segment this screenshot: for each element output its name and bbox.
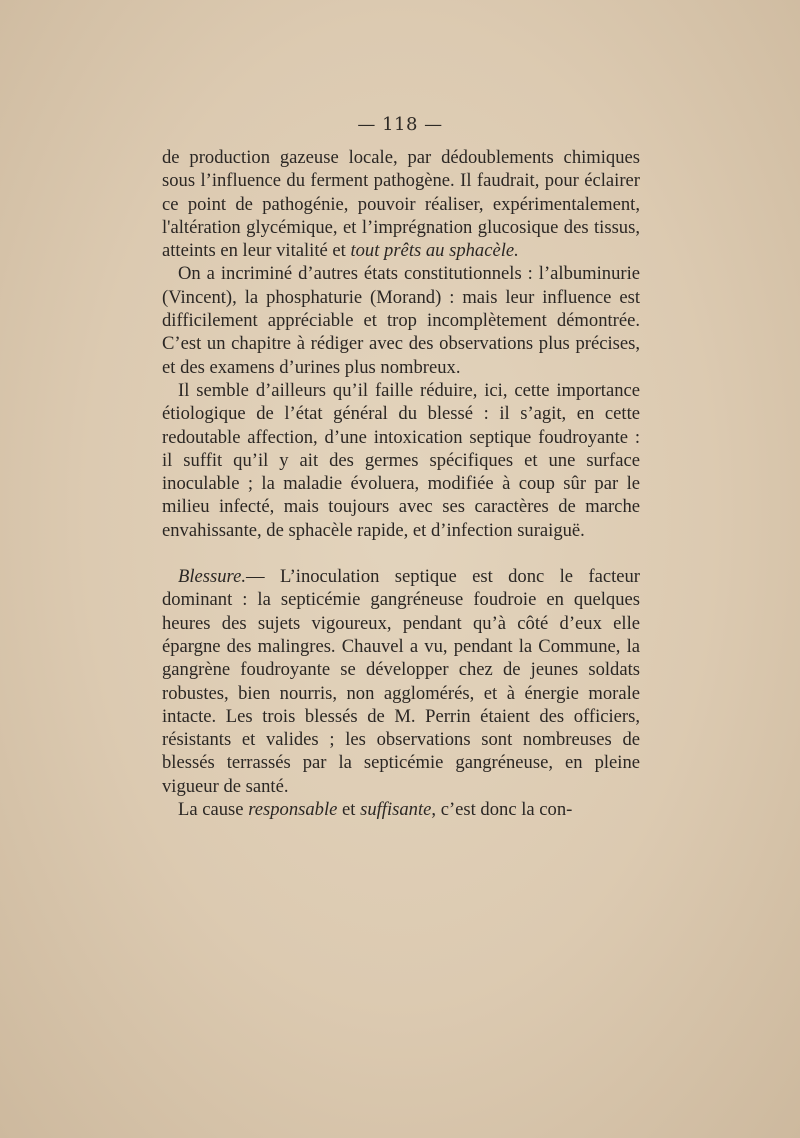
paragraph-4-text: — L’inoculation septique est donc le facteur dominant : la septicémie gangréneuse foudroie en quelques heures des sujets vigoureux, pendant qu’à côté d’eux elle épargne des malingres. Chauvel a vu, pendant la Commune, la gangrène foudroyante se développer chez de jeunes soldats robustes, bien nourris, non agglomérés, et à énergie morale intacte. Les trois blessés de M. Perrin étaient des officiers, résistants et valides ; les observations sont nombreuses de blessés terrassés par la septicémie gangréneuse, en pleine vigueur de santé.	[162, 566, 640, 797]
section-heading-blessure: Blessure.	[178, 566, 246, 588]
page-number: — 118 —	[357, 114, 443, 135]
paragraph-4	[162, 565, 640, 798]
paragraph-2: On a incriminé d’autres états constitutionnels : l’albuminurie (Vincent), la phosphaturie (Morand) : mais leur influence est difficilement appréciable et trop incomplètement démontrée. C’est un chapitre à rédiger avec des observations plus précises, et des examens d’urines plus nombreux.	[162, 263, 640, 378]
paragraph-5-italic-responsable: responsable	[248, 799, 338, 821]
paragraph-5-italic-suffisante: suffisante	[360, 799, 432, 821]
paragraph-5	[162, 798, 640, 821]
paragraph-5-mid: et	[337, 799, 361, 821]
paragraph-3: Il semble d’ailleurs qu’il faille réduire, ici, cette importance étiologique de l’état général du blessé : il s’agit, en cette redoutable affection, d’une intoxication septique foudroyante : il suffit qu’il y ait des germes spécifiques et une surface inoculable ; la maladie évoluera, modifiée à coup sûr par le milieu infecté, mais toujours avec ses caractères de marche envahissante, de sphacèle rapide, et d’infection suraiguë.	[162, 379, 640, 541]
paragraph-1-text: de production gazeuse locale, par dédoublements chimiques sous l’influence du ferment pathogène. Il faudrait, pour éclairer ce point de pathogénie, pouvoir réaliser, expérimentalement, l'altération glycémique, et l’imprégnation glucosique des tissus, atteints en leur vitalité et	[162, 147, 640, 262]
paragraph-5-tail: , c’est donc la con-	[431, 799, 573, 821]
paragraph-1	[162, 146, 640, 262]
body-text	[162, 146, 640, 821]
paragraph-1-italic: tout prêts au sphacèle.	[350, 240, 519, 262]
paragraph-5-lead: La cause	[178, 799, 249, 821]
